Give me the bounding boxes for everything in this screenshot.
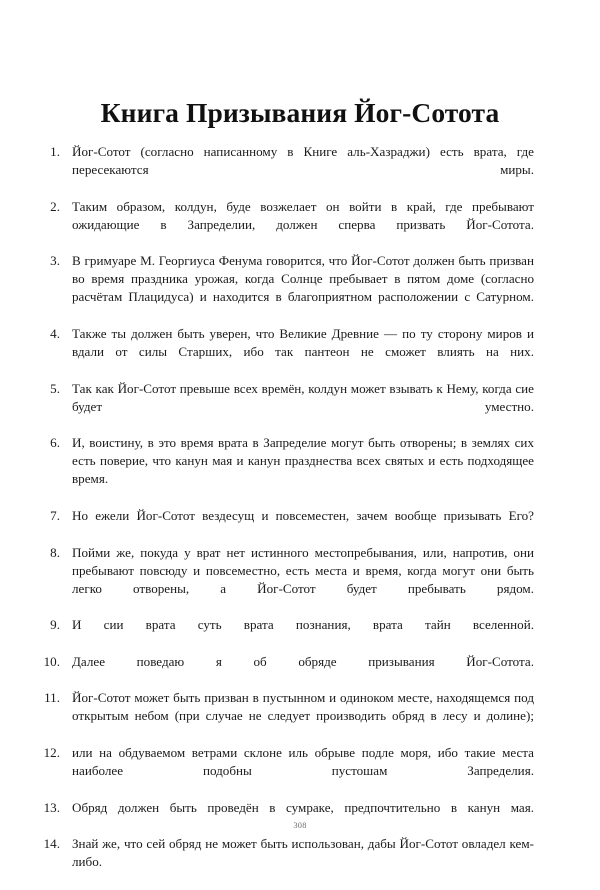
clause-number: 8. — [50, 544, 60, 560]
clause-text: Также ты должен быть уверен, что Великие Древние — по ту сторону миров и вдали от силы Старших, ибо так пантеон не сможет влиять на них. — [72, 325, 534, 360]
clause-text: И сии врата суть врата познания, врата тайн вселенной. — [72, 617, 534, 633]
clause-text: или на обдуваемом ветрами склоне иль обрыве подле моря, ибо такие места наиболее подобны пустошам Запределия. — [72, 745, 534, 779]
clause-text: Обряд должен быть проведён в сумраке, предпочтительно в канун мая. — [72, 799, 534, 815]
list-item — [33, 835, 534, 889]
clause-number: 6. — [50, 435, 60, 451]
list-item — [33, 252, 534, 324]
numbered-clause-list — [33, 143, 534, 890]
clause-number: 7. — [50, 507, 60, 523]
list-item — [33, 544, 534, 616]
page-number: 308 — [293, 821, 307, 830]
clause-number: 5. — [50, 380, 60, 396]
list-item — [33, 507, 534, 543]
clause-number: 12. — [43, 745, 60, 761]
clause-number: 14. — [43, 836, 60, 852]
clause-number: 4. — [50, 325, 60, 341]
clause-text: Знай же, что сей обряд не может быть использован, дабы Йог-Сотот овладел кем-либо. — [72, 836, 534, 870]
clause-text: Йог-Сотот (согласно написанному в Книге аль-Хазраджи) есть врата, где пересекаются миры. — [72, 144, 534, 178]
list-item — [33, 380, 534, 434]
clause-number: 2. — [50, 198, 60, 214]
clause-number: 3. — [50, 253, 60, 269]
clause-text: Пойми же, покуда у врат нет истинного местопребывания, или, напротив, они пребывают повсюду и повсеместно, есть места и время, когда могут они быть легко отворены, а Йог-Сотот будет пребывать рядом. — [72, 544, 534, 596]
clause-number: 13. — [43, 799, 60, 815]
clause-number: 1. — [50, 144, 60, 159]
list-item — [33, 434, 534, 506]
clause-text: В гримуаре М. Георгиуса Фенума говорится, что Йог-Сотот должен быть призван во время праздника урожая, когда Солнце пребывает в пятом доме (согласно расчётам Плацидуса) и находится в благоприятном расположении с Сатурном. — [72, 253, 534, 305]
clause-text: Таким образом, колдун, буде возжелает он войти в край, где пребывают ожидающие в Запределии, должен сперва призвать Йог-Сотота. — [72, 198, 534, 232]
list-item — [33, 143, 534, 197]
clause-text: Далее поведаю я об обряде призывания Йог-Сотота. — [72, 653, 534, 669]
list-item — [33, 198, 534, 252]
clause-number: 11. — [44, 690, 60, 706]
clause-text: Так как Йог-Сотот превыше всех времён, колдун может взывать к Нему, когда сие будет уместно. — [72, 380, 534, 414]
list-item — [33, 616, 534, 652]
clause-number: 9. — [50, 617, 60, 633]
clause-text: Но ежели Йог-Сотот вездесущ и повсеместен, зачем вообще призывать Его? — [72, 507, 534, 523]
list-item — [33, 689, 534, 743]
list-item — [33, 653, 534, 689]
page-title: Книга Призывания Йог-Сотота — [100, 97, 500, 129]
clause-text: Йог-Сотот может быть призван в пустынном и одиноком месте, находящемся под открытым небом (при случае не следует производить обряд в лесу и долине); — [72, 690, 534, 724]
clause-text: И, воистину, в это время врата в Запределие могут быть отворены; в землях сих есть поверие, что канун мая и канун празднества всех святых и есть подходящее время. — [72, 435, 534, 487]
list-item — [33, 744, 534, 798]
list-item — [33, 325, 534, 379]
clause-number: 10. — [43, 653, 60, 669]
